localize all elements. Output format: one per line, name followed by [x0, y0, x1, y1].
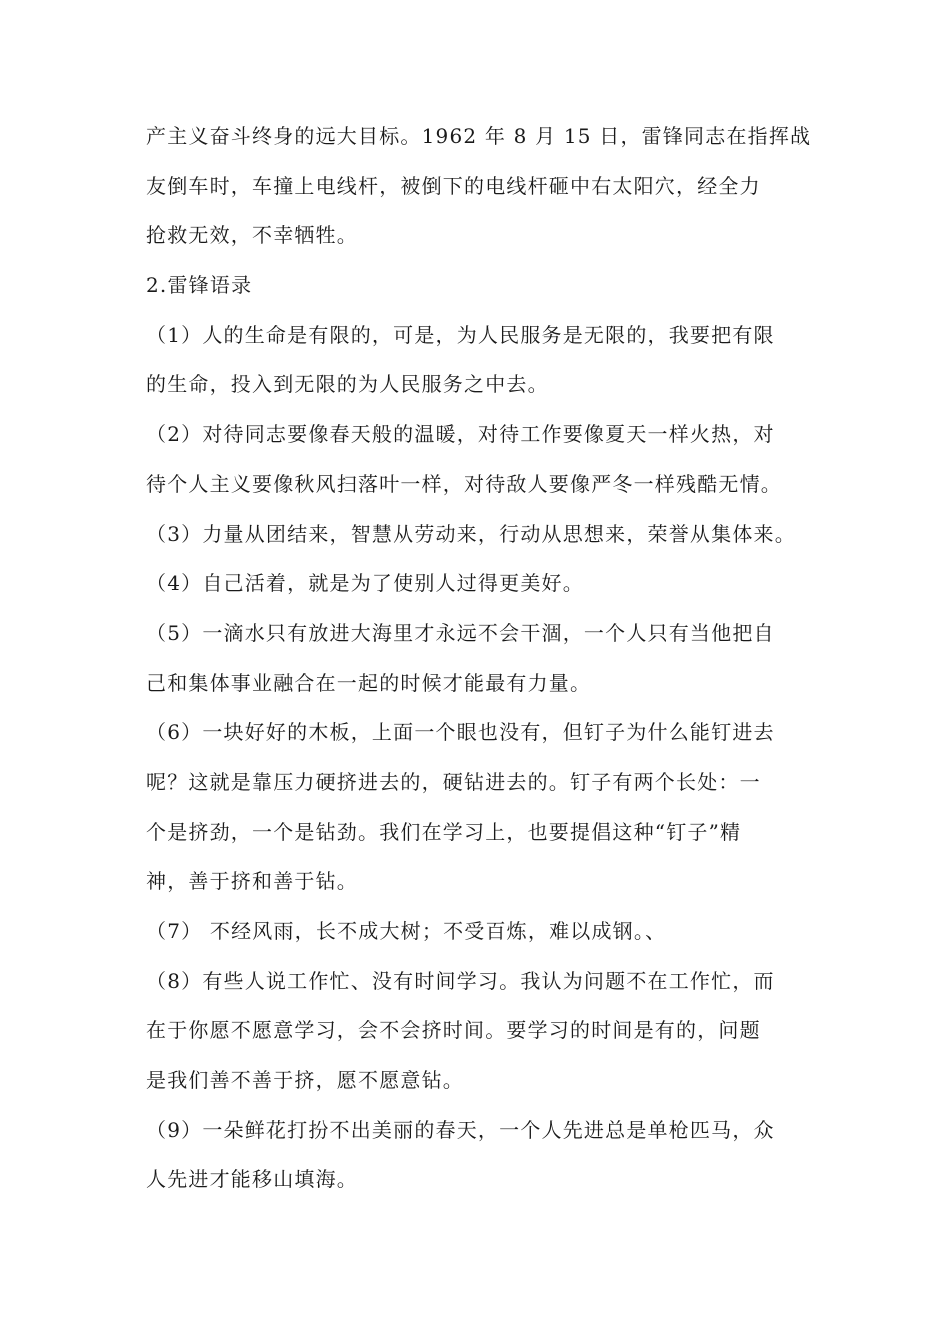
quote-line: （3）力量从团结来，智慧从劳动来，行动从思想来，荣誉从集体来。 [146, 521, 796, 546]
quote-line: （5）一滴水只有放进大海里才永远不会干涸，一个人只有当他把自 [146, 620, 775, 645]
quote-line: 呢？这就是靠压力硬挤进去的，硬钻进去的。钉子有两个长处：一 [146, 769, 761, 794]
quote-line: （9）一朵鲜花打扮不出美丽的春天，一个人先进总是单枪匹马，众 [146, 1117, 775, 1142]
quote-line: 的生命，投入到无限的为人民服务之中去。 [146, 372, 549, 397]
quote-line: 神，善于挤和善于钻。 [146, 869, 358, 894]
quote-line: （2）对待同志要像春天般的温暖，对待工作要像夏天一样火热，对 [146, 422, 775, 447]
text-line: 友倒车时，车撞上电线杆，被倒下的电线杆砸中右太阳穴，经全力 [146, 173, 761, 198]
text-line: 产主义奋斗终身的远大目标。1962 年 8 月 15 日，雷锋同志在指挥战 [146, 124, 812, 148]
quote-line: （1）人的生命是有限的，可是，为人民服务是无限的，我要把有限 [146, 322, 775, 347]
document-body [146, 116, 816, 1209]
quote-line: （6）一块好好的木板，上面一个眼也没有，但钉子为什么能钉进去 [146, 720, 775, 745]
quote-line: （4）自己活着，就是为了使别人过得更美好。 [146, 571, 584, 596]
quote-line: （8）有些人说工作忙、没有时间学习。我认为问题不在工作忙，而 [146, 968, 775, 993]
section-heading: 2.雷锋语录 [146, 273, 253, 298]
quote-line: （7） 不经风雨，长不成大树；不受百炼，难以成钢。、 [146, 919, 667, 943]
quote-line: 待个人主义要像秋风扫落叶一样，对待敌人要像严冬一样残酷无情。 [146, 471, 782, 496]
quote-line: 个是挤劲，一个是钻劲。我们在学习上，也要提倡这种“钉子”精 [146, 819, 742, 844]
quote-line: 人先进才能移山填海。 [146, 1167, 358, 1192]
text-line: 抢救无效，不幸牺牲。 [146, 223, 358, 248]
quote-line: 在于你愿不愿意学习，会不会挤时间。要学习的时间是有的，问题 [146, 1018, 761, 1043]
quote-line: 己和集体事业融合在一起的时候才能最有力量。 [146, 670, 592, 695]
quote-line: 是我们善不善于挤，愿不愿意钻。 [146, 1068, 464, 1093]
